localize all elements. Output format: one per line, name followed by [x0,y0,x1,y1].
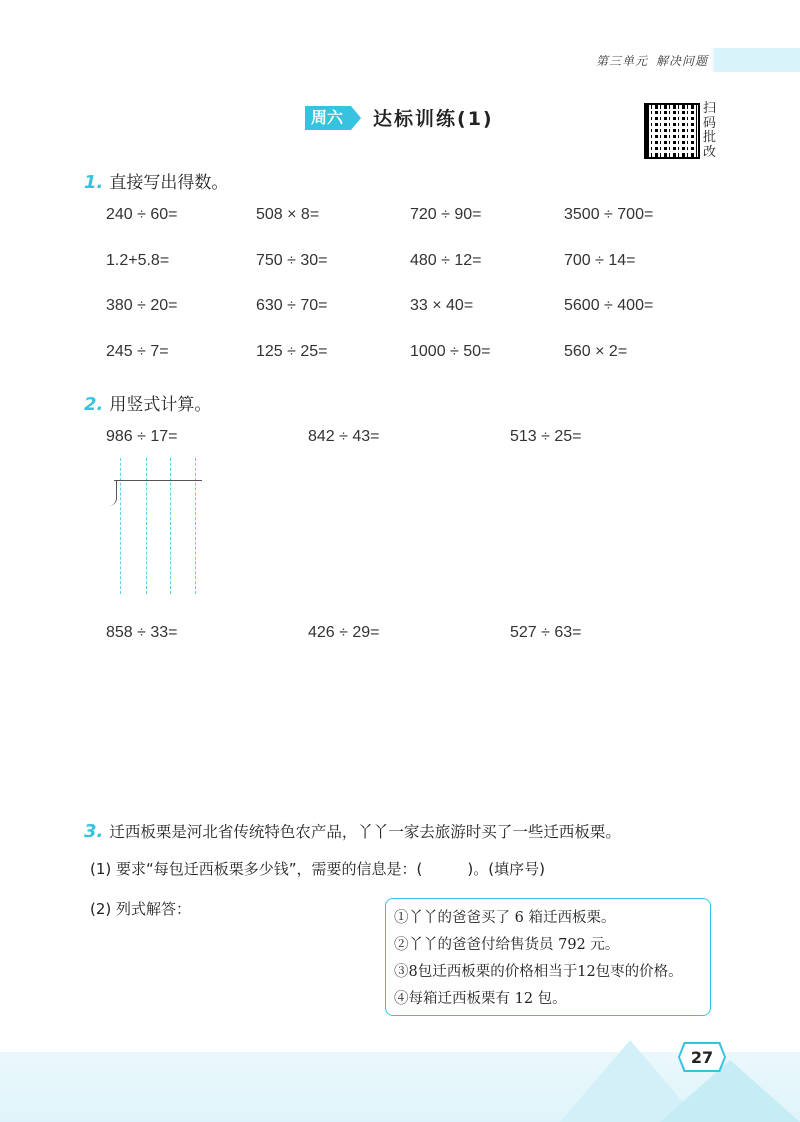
guide-line [170,458,171,594]
q1-heading [84,168,228,193]
topic-label: 解决问题 [656,53,709,68]
q3-part1: (1) 要求“每包迁西板栗多少钱”，需要的信息是：( )。(填序号) [90,860,545,878]
bracket-curve [106,480,117,506]
day-badge: 周六 [305,106,351,130]
qr-label: 扫码批改 [703,101,717,160]
q1-item: 560 × 2= [564,343,628,360]
division-bracket [106,480,202,510]
q1-item: 125 ÷ 25= [256,343,328,360]
q2-item: 986 ÷ 17= [106,428,178,445]
q2-item: 527 ÷ 63= [510,624,582,641]
q2-item: 513 ÷ 25= [510,428,582,445]
q3-number: 3. [84,821,104,842]
q1-item: 630 ÷ 70= [256,297,328,314]
q1-item: 380 ÷ 20= [106,297,178,314]
title-text: 达标训练(1) [373,108,494,130]
q1-item: 240 ÷ 60= [106,206,178,223]
q1-title: 直接写出得数。 [109,173,229,193]
q2-number: 2. [84,394,104,415]
q1-item: 508 × 8= [256,206,320,223]
q2-item: 426 ÷ 29= [308,624,380,641]
q1-number: 1. [84,172,104,193]
page-number: 27 [690,1047,714,1067]
info-item: ④每箱迁西板栗有 12 包。 [394,991,567,1007]
qr-code-icon[interactable] [644,103,700,159]
info-item: ③8包迁西板栗的价格相当于12包枣的价格。 [394,964,683,980]
page-title [305,104,494,131]
q2-heading [84,390,211,415]
q3-part2: (2) 列式解答： [90,900,192,918]
q1-item: 1.2+5.8= [106,252,170,269]
guide-line [146,458,147,594]
q2-title: 用竖式计算。 [109,395,212,415]
unit-header [588,48,800,72]
q1-item: 1000 ÷ 50= [410,343,491,360]
q2-item: 858 ÷ 33= [106,624,178,641]
q1-item: 700 ÷ 14= [564,252,636,269]
q1-item: 3500 ÷ 700= [564,206,654,223]
info-box [385,898,711,1016]
bracket-top-line [114,480,202,481]
q1-item: 245 ÷ 7= [106,343,169,360]
q1-item: 750 ÷ 30= [256,252,328,269]
q2-item: 842 ÷ 43= [308,428,380,445]
q3-intro: 迁西板栗是河北省传统特色农产品，丫丫一家去旅游时买了一些迁西板栗。 [109,823,621,841]
q3-heading [84,820,621,842]
info-item: ①丫丫的爸爸买了 6 箱迁西板栗。 [394,910,616,926]
q1-item: 5600 ÷ 400= [564,297,654,314]
q1-item: 33 × 40= [410,297,474,314]
guide-line [195,458,196,594]
q1-item: 480 ÷ 12= [410,252,482,269]
guide-line [120,458,121,594]
info-item: ②丫丫的爸爸付给售货员 792 元。 [394,937,620,953]
q1-item: 720 ÷ 90= [410,206,482,223]
unit-label: 第三单元 [596,53,649,68]
